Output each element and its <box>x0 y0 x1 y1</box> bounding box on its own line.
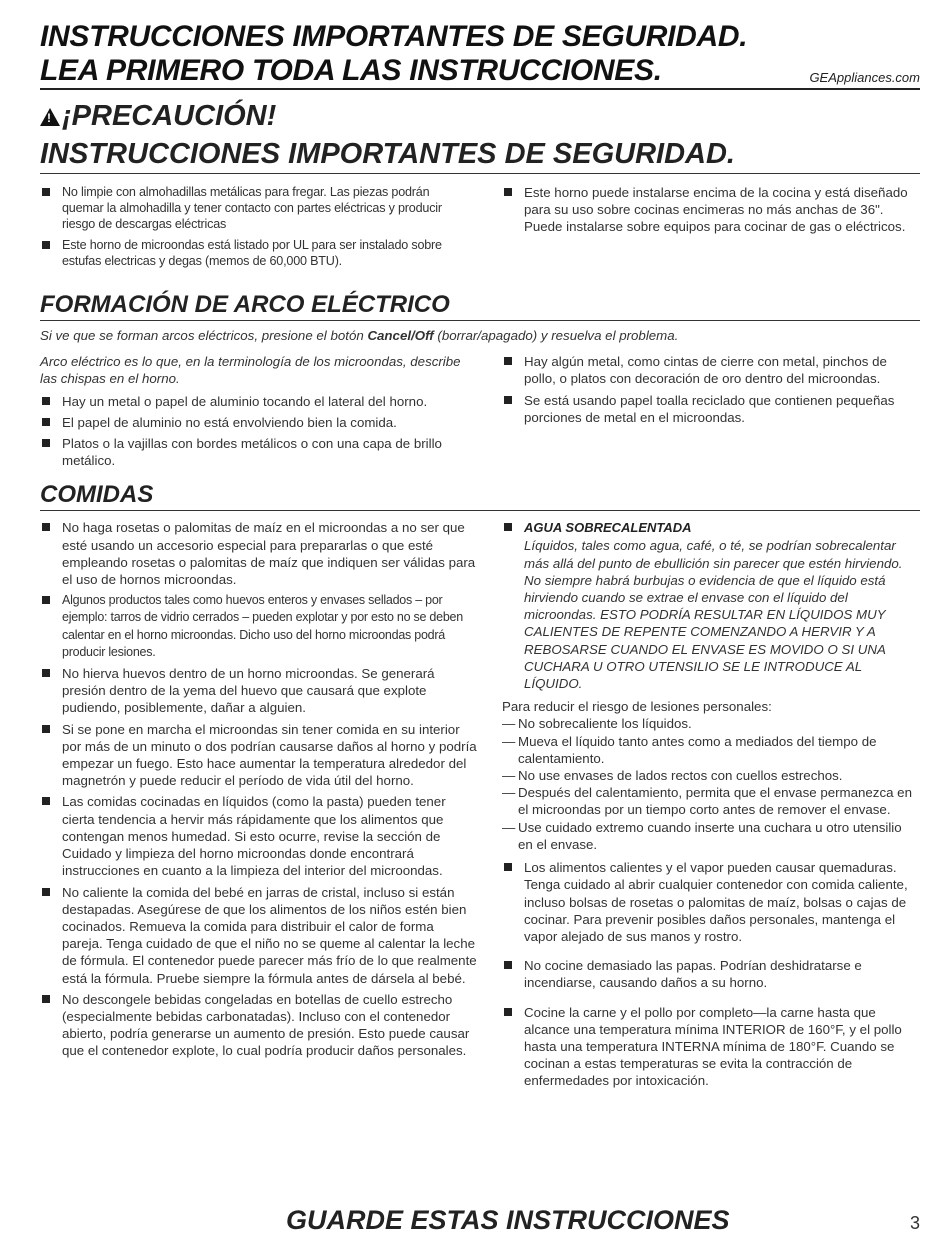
reduce-risk-intro: Para reducir el riesgo de lesiones personales: <box>502 699 772 715</box>
caution-left-column <box>40 184 470 273</box>
comidas-left-list <box>40 519 478 1059</box>
arco-right-column <box>502 353 920 473</box>
list-item: — Mueva el líquido tanto antes como a mediados del tiempo de calentamiento. <box>502 733 920 767</box>
list-item: Este horno de microondas está listado por UL para ser instalado sobre estufas electricas y degas (memos de 60,000 BTU). <box>40 237 470 269</box>
comidas-section-title: COMIDAS <box>40 481 920 511</box>
list-item: — No use envases de lados rectos con cuellos estrechos. <box>502 767 920 784</box>
list-item: No limpie con almohadillas metálicas para fregar. Las piezas podrán quemar la almohadilla y tener contacto con partes eléctricas y producir riesgo de descargas eléctricas <box>40 184 470 233</box>
caution-columns <box>40 184 920 273</box>
arco-intro-before: Si ve que se forman arcos eléctricos, presione el botón <box>40 328 368 344</box>
list-item: Cocine la carne y el pollo por completo—la carne hasta que alcance una temperatura mínima INTERIOR de 160°F, y el pollo hasta una temperatura INTERNA mínima de 180°F. Cuando se cocinan a estas temperaturas se evita la contracción de enfermedades por intoxicación. <box>502 1004 920 1090</box>
list-item: No cocine demasiado las papas. Podrían deshidratarse e incendiarse, causando daños a su horno. <box>502 957 920 991</box>
list-item: Si se pone en marcha el microondas sin tener comida en su interior por más de un minuto o dos podrían causarse daños al horno y podría empezar un fuego. Esto hace aumentar la temperatura alrededor del magnetrón y puede reducir el período de vida útil del horno. <box>40 721 478 790</box>
caution-title: ¡PRECAUCIÓN! <box>62 100 277 132</box>
arco-columns <box>40 353 920 473</box>
list-item: Las comidas cocinadas en líquidos (como la pasta) pueden tener cierta tendencia a hervir más rápidamente que los alimentos que contengan menos humedad. Si esto ocurre, revise la sección de Cuidado y limpieza del horno microondas donde encontrará instrucciones en cuanto a la limpieza del interior del microondas. <box>40 793 478 879</box>
list-item: Algunos productos tales como huevos enteros y envases sellados – por ejemplo: tarros de vidrio cerrados – pueden explotar y por esto no se deben calentar en el horno microondas. Dicho uso del horno microondas podrá producir lesiones. <box>40 592 478 661</box>
comidas-right-column <box>502 519 920 1093</box>
header-line-2: LEA PRIMERO TODA LAS INSTRUCCIONES. <box>40 54 662 87</box>
comidas-left-column <box>40 519 478 1093</box>
page-footer <box>40 1204 920 1236</box>
list-item: — Use cuidado extremo cuando inserte una cuchara u otro utensilio en el envase. <box>502 819 920 853</box>
list-item: No haga rosetas o palomitas de maíz en el microondas a no ser que esté usando un accesorio especial para prepararlas o que esté empleando rosetas o palomitas de maíz que indiquen ser válidas para el uso de hornos microondas. <box>40 519 478 588</box>
header-row-2 <box>40 54 920 90</box>
page-content <box>40 20 920 1094</box>
list-item: — No sobrecaliente los líquidos. <box>502 715 920 732</box>
arco-left-column <box>40 353 478 473</box>
list-item: Los alimentos calientes y el vapor pueden causar quemaduras. Tenga cuidado al abrir cualquier contenedor con comida caliente, incluso bolsas de rosetas o palomitas de maíz, bolsas o cajas de cocinar. Para prevenir posibles daños personales, mantenga el vapor alejado de sus manos y rostro. <box>502 859 920 945</box>
caution-heading <box>40 100 920 133</box>
website-link[interactable]: GEAppliances.com <box>809 70 920 85</box>
arco-intro-after: (borrar/apagado) y resuelva el problema. <box>433 328 679 344</box>
list-item: No hierva huevos dentro de un horno microondas. Se generará presión dentro de la yema del huevo que causará que explote pudiendo, posiblemente, dañar a alguien. <box>40 665 478 717</box>
caution-left-list <box>40 184 470 269</box>
arco-left-list <box>40 393 478 470</box>
arco-right-list <box>502 353 920 426</box>
list-item: Este horno puede instalarse encima de la cocina y está diseñado para su uso sobre cocinas encimeras no más anchas de 36". Puede instalarse sobre equipos para cocinar de gas o eléctricos. <box>502 184 920 236</box>
agua-body: Líquidos, tales como agua, café, o té, se podrían sobrecalentar más allá del punto de ebullición sin parecer que estén hirviendo. No siempre habrá burbujas o evidencia de que el líquido está hirviendo cuando se extrae el envase con el líquido del microondas. ESTO PODRÍA RESULTAR EN LÍQUIDOS MUY CALIENTES DE REPENTE COMENZANDO A HERVIR Y A REBOSARSE CUANDO EL ENVASE ES MOVIDO O SI UNA CUCHARA U OTRO UTENSILIO SE LE INTRODUCE AL LÍQUIDO. <box>524 538 903 692</box>
caution-right-column <box>502 184 920 273</box>
list-item: Hay algún metal, como cintas de cierre con metal, pinchos de pollo, o platos con decoración de oro dentro del microondas. <box>502 353 920 387</box>
arco-definition: Arco eléctrico es lo que, en la terminología de los microondas, describe las chispas en el horno. <box>40 354 461 387</box>
reduce-risk-list <box>502 715 920 853</box>
list-item: No caliente la comida del bebé en jarras de cristal, incluso si están destapadas. Asegúrese de que los alimentos de los niños estén bien cocinados. Remueva la comida para distribuir el calor de forma pareja. Tenga cuidado de que el niño no se queme al calentar la leche de fórmula. El contenedor puede parecer más frío de lo que realmente está la fórmula. Pruebe siempre la fórmula antes de dársela al bebé. <box>40 884 478 987</box>
agua-subheading: AGUA SOBRECALENTADA <box>502 519 920 536</box>
list-item: Hay un metal o papel de aluminio tocando el lateral del horno. <box>40 393 478 410</box>
list-item: No descongele bebidas congeladas en botellas de cuello estrecho (especialmente bebidas carbonatadas). Incluso con el contenedor abierto, podría generarse un aumento de presión. Esto puede causar que el contenedor explote, lo cual podría producir daños personales. <box>40 991 478 1060</box>
list-item: Se está usando papel toalla reciclado que contienen pequeñas porciones de metal en el microondas. <box>502 392 920 426</box>
page-number: 3 <box>909 1213 920 1233</box>
comidas-columns <box>40 519 920 1093</box>
comidas-right-list <box>502 859 920 1089</box>
cancel-off-button-label: Cancel/Off <box>367 328 434 344</box>
caution-subtitle: INSTRUCCIONES IMPORTANTES DE SEGURIDAD. <box>40 137 920 174</box>
caution-right-list <box>502 184 920 236</box>
list-item: El papel de aluminio no está envolviendo bien la comida. <box>40 414 478 431</box>
header-line-1: INSTRUCCIONES IMPORTANTES DE SEGURIDAD. <box>40 20 748 53</box>
arco-section-title: FORMACIÓN DE ARCO ELÉCTRICO <box>40 291 920 321</box>
arco-intro <box>40 327 920 344</box>
footer-title: GUARDE ESTAS INSTRUCCIONES <box>286 1205 730 1235</box>
list-item: — Después del calentamiento, permita que el envase permanezca en el microondas por un tiempo corto antes de remover el envase. <box>502 784 920 818</box>
warning-triangle-icon: ! <box>40 108 60 126</box>
page-header <box>40 20 920 90</box>
list-item: Platos o la vajillas con bordes metálicos o con una capa de brillo metálico. <box>40 435 478 469</box>
